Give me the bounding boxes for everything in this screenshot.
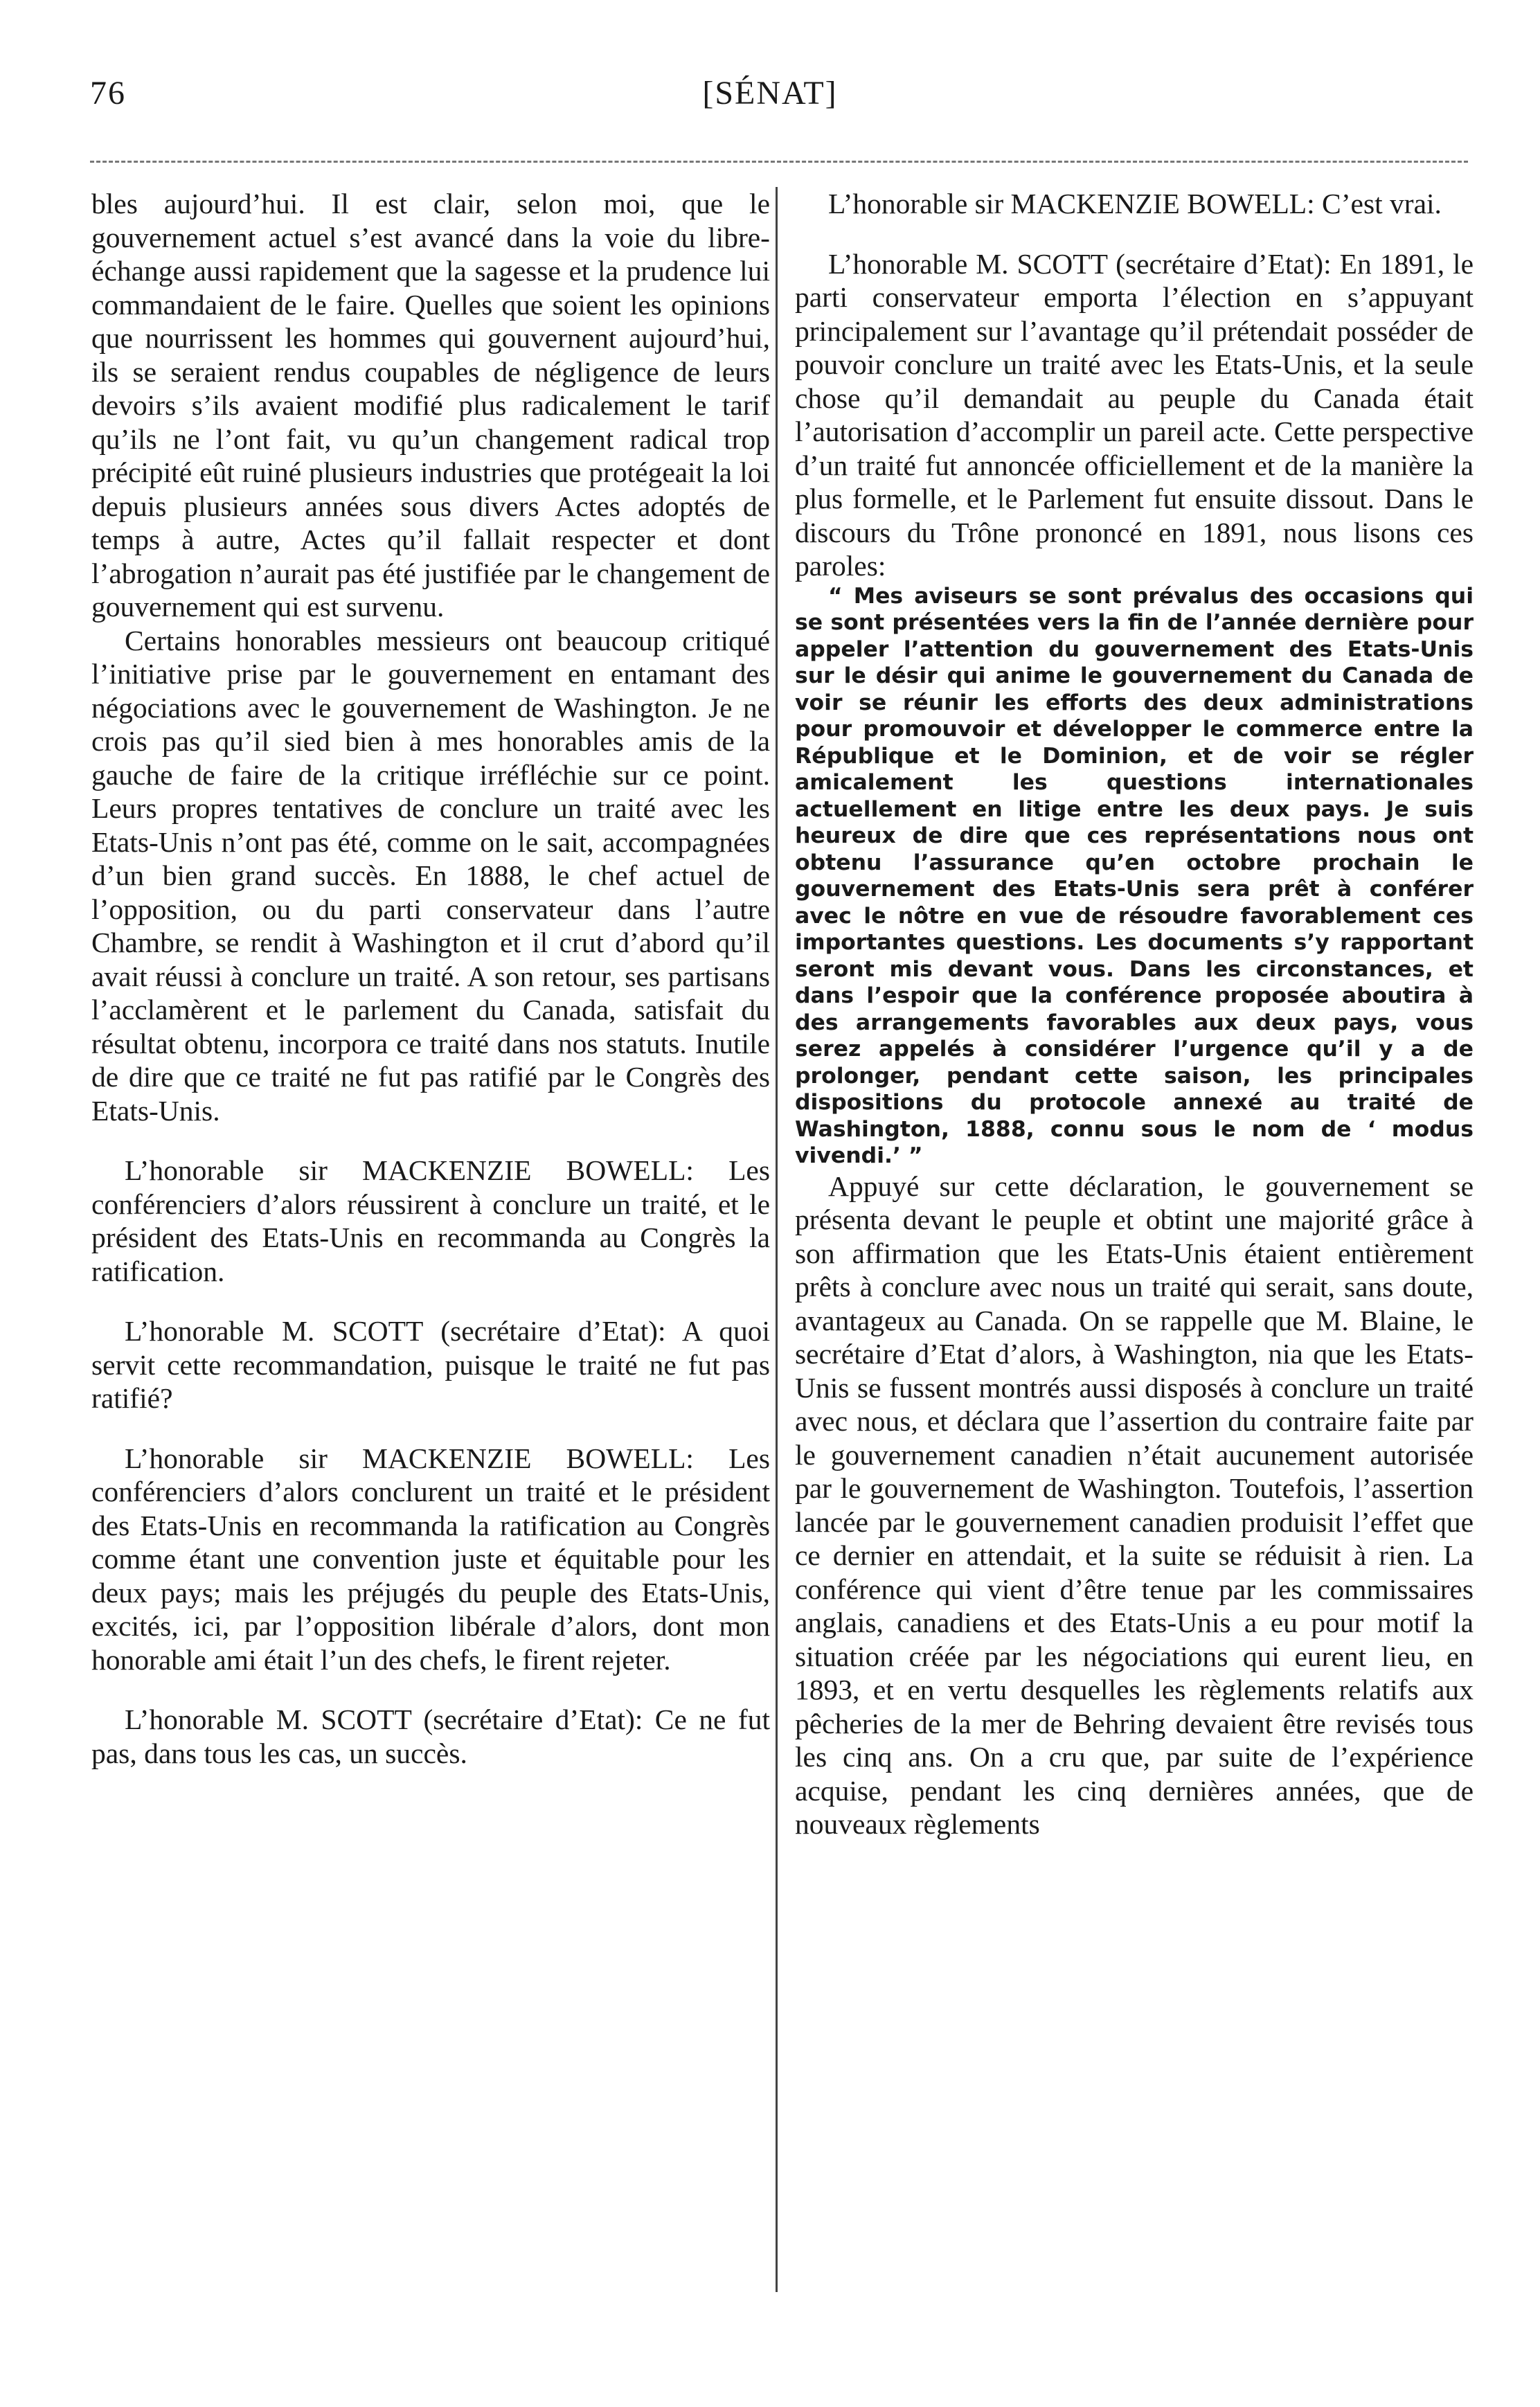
paragraph: Appuyé sur cette déclaration, le gouvernement se présenta devant le peuple et obtint une majorité grâce à son affirmation que les Etats-Unis étaient entièrement prêts à conclure avec nous un traité qui serait, sans doute, avantageux au Canada. On se rappelle que M. Blaine, le secrétaire d’Etat d’alors, à Washington, nia que les Etats-Unis se fussent montrés aussi disposés à conclure un traité avec nous, et déclara que l’assertion du contraire faite par le gouvernement canadien n’était aucunement autorisée par le gouvernement de Washington. Toutefois, l’assertion lancée par le gouvernement canadien produisit l’effet que ce dernier en attendait, et la suite se réduisit à rien. La conférence qui vient d’être tenue par les commissaires anglais, canadiens et des Etats-Unis a eu pour motif la situation créée par les négociations qui eurent lieu, en 1893, et en vertu desquelles les règlements relatifs aux pêcheries de la mer de Behring devaient être revisés tous les cinq ans. On a cru que, par suite de l’expérience acquise, pendant les cinq dernières années, que de nouveaux règlements bbox=[795, 1170, 1474, 1840]
speaker-paragraph: L’honorable sir MACKENZIE BOWELL: Les conférenciers d’alors conclurent un traité et le président des Etats-Unis en recommanda la ratification au Congrès comme étant une convention juste et équitable pour les deux pays; mais les préjugés du peuple des Etats-Unis, excités, ici, par l’opposition libérale d’alors, dont mon honorable ami était l’un des chefs, le firent rejeter. bbox=[91, 1442, 770, 1676]
speaker-paragraph: L’honorable M. SCOTT (secrétaire d’Etat): En 1891, le parti conservateur emporta l’élection en s’appuyant principalement sur l’avantage qu’il prétendait posséder de pouvoir conclure un traité avec les Etats-Unis, et la seule chose qu’il demandait au peuple du Canada était l’autorisation d’accomplir un pareil acte. Cette perspective d’un traité fut annoncée officiellement et de la manière la plus formelle, et le Parlement fut ensuite dissout. Dans le discours du Trône prononcé en 1891, nous lisons ces paroles: bbox=[795, 247, 1474, 582]
paragraph-continuation: bles aujourd’hui. Il est clair, selon moi, que le gouvernement actuel s’est avancé dans la voie du libre-échange aussi rapidement que la sagesse et la prudence lui commandaient de le faire. Quelles que soient les opinions que nourrissent les hommes qui gouvernent aujourd’hui, ils se seraient rendus coupables de négligence de leurs devoirs s’ils avaient modifié plus radicalement le tarif qu’ils ne l’ont fait, vu qu’un changement radical trop précipité eût ruiné plusieurs industries que protégeait la loi depuis plusieurs années sous divers Actes adoptés de temps à autre, Actes qu’il fallait respecter et dont l’abrogation n’aurait pas été justifiée par le changement de gouvernement qui est survenu. bbox=[91, 188, 770, 623]
page-number: 76 bbox=[90, 75, 126, 111]
right-column bbox=[795, 187, 1474, 1841]
column-divider bbox=[776, 187, 778, 2292]
speaker-paragraph: L’honorable sir MACKENZIE BOWELL: C’est vrai. bbox=[828, 188, 1442, 220]
speaker-paragraph: L’honorable M. SCOTT (secrétaire d’Etat): Ce ne fut pas, dans tous les cas, un succès. bbox=[91, 1703, 770, 1769]
speaker-paragraph: L’honorable M. SCOTT (secrétaire d’Etat): A quoi servit cette recommandation, puisque le traité ne fut pas ratifié? bbox=[91, 1315, 770, 1414]
header-rule bbox=[90, 161, 1468, 163]
throne-speech-quote: “ Mes aviseurs se sont prévalus des occasions qui se sont présentées vers la fin de l’année dernière pour appeler l’attention du gouvernement des Etats-Unis sur le désir qui anime le gouvernement du Canada de voir se réunir les efforts des deux administrations pour promouvoir et développer le commerce entre la République et le Dominion, et de voir se régler amicalement les questions internationales actuellement en litige entre les deux pays. Je suis heureux de dire que ces représentations nous ont obtenu l’assurance qu’en octobre prochain le gouvernement des Etats-Unis sera prêt à conférer avec le nôtre en vue de résoudre favorablement ces importantes questions. Les documents s’y rapportant seront mis devant vous. Dans les circonstances, et dans l’espoir que la conférence proposée aboutira à des arrangements favorables aux deux pays, vous serez appelés à considérer l’urgence qu’il y a de prolonger, pendant cette saison, les principales dispositions du protocole annexé au traité de Washington, 1888, connu sous le nom de ‘ modus vivendi.’ ” bbox=[795, 583, 1474, 1168]
paragraph: Certains honorables messieurs ont beaucoup critiqué l’initiative prise par le gouvernement en entamant des négociations avec le gouvernement de Washington. Je ne crois pas qu’il sied bien à mes honorables amis de la gauche de faire de la critique irréfléchie sur ce point. Leurs propres tentatives de conclure un traité avec les Etats-Unis n’ont pas été, comme on le sait, accompagnées d’un bien grand succès. En 1888, le chef actuel de l’opposition, ou du parti conservateur dans l’autre Chambre, se rendit à Washington et il crut d’abord qu’il avait réussi à conclure un traité. A son retour, ses partisans l’acclamèrent et le parlement du Canada, satisfait du résultat obtenu, incorpora ce traité dans nos statuts. Inutile de dire que ce traité ne fut pas ratifié par le Congrès des Etats-Unis. bbox=[91, 624, 770, 1127]
left-column bbox=[91, 187, 770, 1770]
speaker-paragraph: L’honorable sir MACKENZIE BOWELL: Les conférenciers d’alors réussirent à conclure un traité, et le président des Etats-Unis en recommanda au Congrès la ratification. bbox=[91, 1154, 770, 1287]
page-title: [SÉNAT] bbox=[702, 75, 838, 111]
